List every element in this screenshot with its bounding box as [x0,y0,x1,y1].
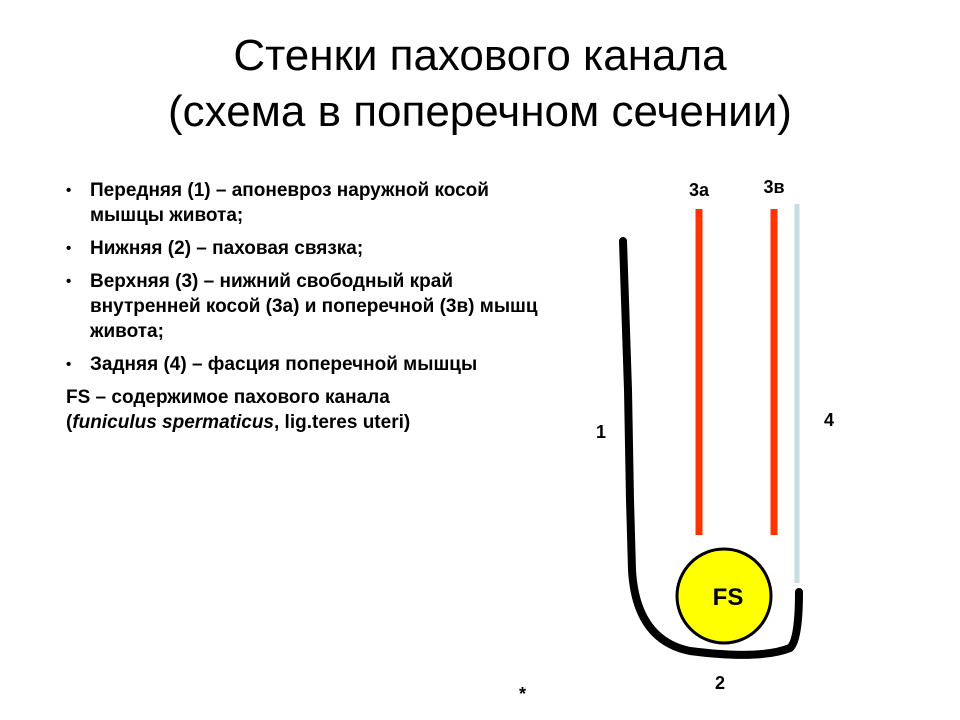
bullet-text: Нижняя (2) – паховая связка; [90,238,364,259]
label-3a: 3а [688,180,710,200]
bullet-text: Верхняя (3) – нижний свободный край внутренней косой (3а) и поперечной (3в) мышц живота; [90,271,538,342]
label-3v: 3в [763,177,785,197]
bullet-text: Передняя (1) – апоневроз наружной косой мышцы живота; [90,180,489,226]
bullet-dot-icon: • [66,182,72,199]
bullet-dot-icon: • [66,356,72,373]
fs-note-line-1: FS – содержимое пахового канала [66,387,390,408]
title-line-1: Стенки пахового канала [233,31,727,80]
label-4: 4 [823,410,835,430]
fs-note-rest: , lig.teres uteri) [274,412,411,433]
fs-label: FS [712,584,744,611]
label-2: 2 [714,673,726,693]
bullet-text: Задняя (4) – фасция поперечной мышцы [90,354,478,375]
footer-mark: * [519,684,527,704]
fs-note-open-paren: ( [66,412,73,433]
bullet-dot-icon: • [66,240,72,257]
bullet-dot-icon: • [66,273,72,290]
label-1: 1 [595,422,607,442]
title-line-2: (схема в поперечном сечении) [168,87,792,136]
fs-note-italic: funiculus spermaticus [72,412,274,433]
